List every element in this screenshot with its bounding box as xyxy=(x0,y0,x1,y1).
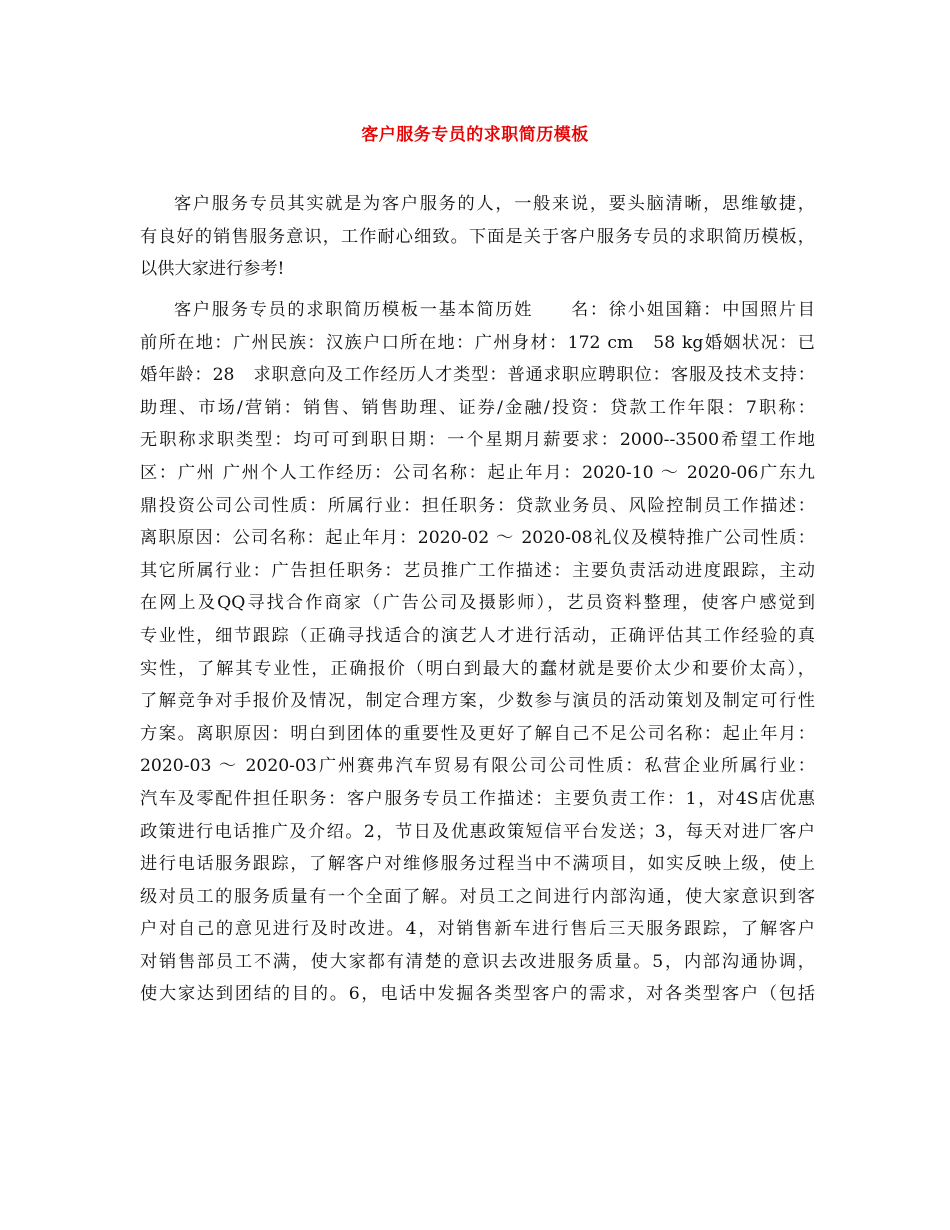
paragraph-line: 其它所属行业：广告担任职务：艺员推广工作描述：主要负责活动进度跟踪，主动 xyxy=(140,560,815,581)
paragraph-line: 鼎投资公司公司性质：所属行业：担任职务：贷款业务员、风险控制员工作描述： xyxy=(140,495,815,516)
paragraph-line: 助理、市场/营销：销售、销售助理、证券/金融/投资：贷款工作年限：7职称： xyxy=(140,397,815,418)
paragraph-line: 有良好的销售服务意识，工作耐心细致。下面是关于客户服务专员的求职简历模板， xyxy=(140,226,815,247)
paragraph-line: 前所在地：广州民族：汉族户口所在地：广州身材：172 cm 58 kg婚姻状况：已 xyxy=(140,332,815,353)
paragraph-line: 政策进行电话推广及介绍。2，节日及优惠政策短信平台发送；3，每天对进厂客户 xyxy=(140,821,815,842)
paragraph-line: 了解竞争对手报价及情况，制定合理方案，少数参与演员的活动策划及制定可行性 xyxy=(140,691,815,712)
paragraph-line: 对销售部员工不满，使大家都有清楚的意识去改进服务质量。5，内部沟通协调， xyxy=(140,951,815,972)
paragraph-line: 级对员工的服务质量有一个全面了解。对员工之间进行内部沟通，使大家意识到客 xyxy=(140,886,815,907)
paragraph-line: 专业性，细节跟踪（正确寻找适合的演艺人才进行活动，正确评估其工作经验的真 xyxy=(140,625,815,646)
paragraph-line: 客户服务专员其实就是为客户服务的人，一般来说，要头脑清晰，思维敏捷， xyxy=(174,194,815,214)
paragraph-line: 实性，了解其专业性，正确报价（明白到最大的蠢材就是要价太少和要价太高）， xyxy=(140,658,815,679)
paragraph-line: 汽车及零配件担任职务：客户服务专员工作描述：主要负责工作：1，对4S店优惠 xyxy=(140,788,815,809)
paragraph-line: 以供大家进行参考! xyxy=(140,259,285,280)
document-title: 客户服务专员的求职简历模板 xyxy=(361,125,589,145)
paragraph-line: 进行电话服务跟踪，了解客户对维修服务过程当中不满项目，如实反映上级，使上 xyxy=(140,854,815,875)
paragraph-line: 2020-03 ～ 2020-03广州赛弗汽车贸易有限公司公司性质：私营企业所属行业： xyxy=(140,756,815,777)
paragraph-line: 婚年龄：28 求职意向及工作经历人才类型：普通求职应聘职位：客服及技术支持： xyxy=(140,365,815,386)
paragraph-line: 区：广州 广州个人工作经历：公司名称：起止年月：2020-10 ～ 2020-06广东九 xyxy=(140,462,815,483)
paragraph-line: 客户服务专员的求职简历模板一基本简历姓 名：徐小姐国籍：中国照片目 xyxy=(174,300,815,320)
paragraph-line: 使大家达到团结的目的。6，电话中发掘各类型客户的需求，对各类型客户（包括 xyxy=(140,984,815,1005)
paragraph-line: 户对自己的意见进行及时改进。4，对销售新车进行售后三天服务跟踪，了解客户 xyxy=(140,919,815,940)
intro-paragraph xyxy=(140,188,815,286)
paragraph-line: 无职称求职类型：均可可到职日期：一个星期月薪要求：2000--3500希望工作地 xyxy=(140,430,815,451)
resume-paragraph xyxy=(140,294,815,1011)
paragraph-line: 在网上及QQ寻找合作商家（广告公司及摄影师），艺员资料整理，使客户感觉到 xyxy=(140,593,815,614)
paragraph-line: 方案。离职原因：明白到团体的重要性及更好了解自己不足公司名称：起止年月： xyxy=(140,723,815,744)
paragraph-line: 离职原因：公司名称：起止年月：2020-02 ～ 2020-08礼仪及模特推广公司性质： xyxy=(140,528,815,549)
